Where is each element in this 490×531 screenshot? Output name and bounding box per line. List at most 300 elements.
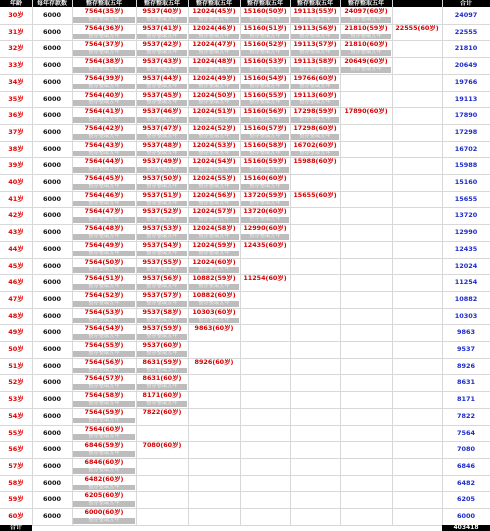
maturity-value: 9537(50岁)	[142, 175, 182, 182]
maturity-value: 9537(54岁)	[142, 241, 182, 249]
deposit-cell: 6000	[42, 261, 62, 270]
maturity-value: 13720(59岁)	[243, 191, 287, 199]
term-label: 整存整取五年	[189, 234, 239, 240]
maturity-value: 7564(45岁)	[84, 175, 124, 182]
term-label: 整存整取五年	[73, 434, 135, 440]
term-label: 整存整取五年	[137, 301, 187, 307]
maturity-value: 9537(42岁)	[142, 41, 182, 49]
term-label: 整存整取五年	[341, 67, 391, 73]
maturity-value: 12024(58岁)	[192, 225, 236, 233]
term-label: 整存整取五年	[189, 184, 239, 190]
deposit-cell: 6000	[42, 127, 62, 136]
term-label: 整存整取五年	[137, 318, 187, 324]
maturity-value: 15160(59岁)	[243, 158, 287, 166]
header-cell: 整存整取五年	[72, 0, 136, 7]
maturity-value: 6846(60岁)	[84, 458, 124, 466]
maturity-value: 7564(50岁)	[84, 258, 124, 266]
maturity-value: 11254(60岁)	[243, 275, 287, 283]
term-label: 整存整取五年	[73, 84, 135, 90]
term-label: 整存整取五年	[291, 50, 339, 56]
term-label: 整存整取五年	[73, 167, 135, 173]
maturity-value: 13720(60岁)	[243, 208, 287, 216]
term-label: 整存整取五年	[341, 34, 391, 40]
term-label: 整存整取五年	[73, 518, 135, 524]
term-label: 整存整取五年	[137, 134, 187, 140]
maturity-value: 10882(59岁)	[192, 275, 236, 283]
age-cell: 43岁	[8, 228, 24, 237]
maturity-value: 15160(54岁)	[243, 74, 287, 82]
term-label: 整存整取五年	[137, 184, 187, 190]
maturity-value: 15160(51岁)	[243, 24, 287, 32]
term-label: 整存整取五年	[73, 301, 135, 307]
header-cell: 整存整取五年	[290, 0, 340, 7]
term-label: 整存整取五年	[73, 451, 135, 457]
row-total: 21810	[454, 44, 478, 53]
maturity-value: 7564(40岁)	[84, 91, 124, 99]
column-divider	[392, 0, 393, 525]
grand-total: 403418	[442, 525, 490, 531]
age-cell: 47岁	[8, 294, 24, 303]
row-total: 10882	[454, 294, 478, 303]
term-label: 整存整取五年	[189, 84, 239, 90]
term-label: 整存整取五年	[291, 117, 339, 123]
row-total: 20649	[454, 61, 478, 70]
maturity-value: 17298(60岁)	[293, 124, 337, 132]
age-cell: 60岁	[8, 512, 24, 520]
footer-label: 合计	[0, 525, 32, 531]
deposit-cell: 6000	[42, 378, 62, 387]
maturity-value: 15160(50岁)	[243, 8, 287, 15]
age-cell: 44岁	[8, 244, 24, 253]
maturity-value: 15655(60岁)	[293, 191, 337, 199]
term-label: 整存整取五年	[73, 468, 135, 474]
maturity-value: 19113(55岁)	[293, 8, 337, 15]
term-label: 整存整取五年	[73, 501, 135, 507]
row-total: 7080	[456, 445, 476, 454]
maturity-value: 19113(57岁)	[293, 41, 337, 49]
term-label: 整存整取五年	[189, 100, 239, 106]
row-total: 6846	[456, 461, 476, 470]
maturity-value: 19113(60岁)	[293, 91, 337, 99]
maturity-value: 15160(52岁)	[243, 41, 287, 49]
header-cell: 整存整取五年	[188, 0, 240, 7]
maturity-value: 15160(57岁)	[243, 124, 287, 132]
term-label: 整存整取五年	[137, 100, 187, 106]
maturity-value: 15160(56岁)	[243, 108, 287, 116]
age-cell: 56岁	[8, 445, 24, 454]
maturity-value: 12990(60岁)	[243, 225, 287, 233]
maturity-value: 8171(60岁)	[142, 392, 182, 400]
maturity-value: 7564(46岁)	[84, 191, 124, 199]
term-label: 整存整取五年	[241, 151, 289, 157]
term-label: 整存整取五年	[137, 284, 187, 290]
row-total: 7564	[456, 428, 476, 437]
maturity-value: 9537(57岁)	[142, 291, 182, 299]
maturity-value: 12435(60岁)	[243, 241, 287, 249]
maturity-value: 9537(48岁)	[142, 141, 182, 149]
deposit-cell: 6000	[42, 345, 62, 353]
maturity-value: 12024(46岁)	[192, 24, 236, 32]
term-label: 整存整取五年	[291, 84, 339, 90]
term-label: 整存整取五年	[241, 217, 289, 223]
maturity-value: 7564(51岁)	[84, 275, 124, 283]
age-cell: 30岁	[8, 11, 24, 19]
column-divider	[136, 0, 137, 525]
maturity-value: 9537(40岁)	[142, 8, 182, 15]
term-label: 整存整取五年	[241, 117, 289, 123]
maturity-value: 7822(60岁)	[142, 408, 182, 416]
term-label: 整存整取五年	[189, 17, 239, 23]
maturity-value: 15160(53岁)	[243, 58, 287, 66]
deposit-cell: 6000	[42, 111, 62, 120]
term-label: 整存整取五年	[241, 100, 289, 106]
row-total: 9863	[456, 328, 476, 337]
maturity-value: 22555(60岁)	[395, 24, 439, 32]
maturity-value: 6846(59岁)	[84, 442, 124, 450]
maturity-value: 21810(59岁)	[344, 24, 388, 32]
maturity-value: 7080(60岁)	[142, 442, 182, 450]
maturity-value: 9537(41岁)	[142, 24, 182, 32]
term-label: 整存整取五年	[73, 100, 135, 106]
row-total: 13720	[454, 211, 478, 220]
term-label: 整存整取五年	[137, 50, 187, 56]
maturity-value: 7564(52岁)	[84, 291, 124, 299]
term-label: 整存整取五年	[137, 234, 187, 240]
term-label: 整存整取五年	[73, 485, 135, 491]
maturity-value: 12024(51岁)	[192, 108, 236, 116]
row-total: 6205	[456, 495, 476, 504]
deposit-cell: 6000	[42, 278, 62, 287]
header-cell: 整存整取五年	[136, 0, 188, 7]
age-cell: 40岁	[8, 178, 24, 186]
deposit-cell: 6000	[42, 478, 62, 487]
row-total: 12990	[454, 228, 478, 237]
row-total: 19113	[454, 94, 478, 103]
age-cell: 49岁	[8, 328, 24, 337]
maturity-value: 9863(60岁)	[194, 325, 234, 333]
maturity-value: 20649(60岁)	[344, 58, 388, 66]
deposit-cell: 6000	[42, 77, 62, 86]
maturity-value: 21810(60岁)	[344, 41, 388, 49]
maturity-value: 7564(57岁)	[84, 375, 124, 383]
term-label: 整存整取五年	[189, 50, 239, 56]
maturity-value: 9537(53岁)	[142, 225, 182, 233]
term-label: 整存整取五年	[73, 50, 135, 56]
term-label: 整存整取五年	[73, 267, 135, 273]
term-label: 整存整取五年	[241, 50, 289, 56]
maturity-value: 8631(59岁)	[142, 358, 182, 366]
age-cell: 37岁	[8, 127, 24, 136]
age-cell: 32岁	[8, 44, 24, 53]
maturity-value: 10303(60岁)	[192, 308, 236, 316]
term-label: 整存整取五年	[137, 384, 187, 390]
maturity-value: 9537(55岁)	[142, 258, 182, 266]
column-divider	[32, 0, 33, 525]
term-label: 整存整取五年	[73, 234, 135, 240]
age-cell: 41岁	[8, 194, 24, 203]
row-total: 24097	[454, 11, 478, 19]
term-label: 整存整取五年	[241, 84, 289, 90]
maturity-value: 7564(48岁)	[84, 225, 124, 233]
maturity-value: 9537(45岁)	[142, 91, 182, 99]
age-cell: 54岁	[8, 411, 24, 420]
maturity-value: 7564(54岁)	[84, 325, 124, 333]
maturity-value: 19113(58岁)	[293, 58, 337, 66]
term-label: 整存整取五年	[241, 67, 289, 73]
maturity-value: 16702(60岁)	[293, 141, 337, 149]
deposit-cell: 6000	[42, 495, 62, 504]
deposit-cell: 6000	[42, 461, 62, 470]
term-label: 整存整取五年	[241, 184, 289, 190]
maturity-value: 8926(60岁)	[194, 358, 234, 366]
term-label: 整存整取五年	[241, 167, 289, 173]
age-cell: 46岁	[8, 278, 24, 287]
term-label: 整存整取五年	[291, 100, 339, 106]
header-cell: 整存整取五年	[340, 0, 392, 7]
term-label: 整存整取五年	[73, 401, 135, 407]
maturity-value: 17890(60岁)	[344, 108, 388, 116]
row-total: 8631	[456, 378, 476, 387]
row-total: 10303	[454, 311, 478, 320]
maturity-value: 9537(52岁)	[142, 208, 182, 216]
row-total: 9537	[456, 345, 476, 353]
deposit-cell: 6000	[42, 244, 62, 253]
maturity-value: 9537(59岁)	[142, 325, 182, 333]
maturity-value: 6205(60岁)	[84, 492, 124, 500]
term-label: 整存整取五年	[291, 34, 339, 40]
column-divider	[240, 0, 241, 525]
maturity-value: 12024(55岁)	[192, 175, 236, 182]
column-divider	[72, 0, 73, 525]
age-cell: 38岁	[8, 144, 24, 153]
term-label: 整存整取五年	[241, 201, 289, 207]
maturity-value: 7564(35岁)	[84, 8, 124, 15]
maturity-value: 9537(44岁)	[142, 74, 182, 82]
deposit-cell: 6000	[42, 94, 62, 103]
term-label: 整存整取五年	[189, 67, 239, 73]
maturity-value: 12024(48岁)	[192, 58, 236, 66]
age-cell: 33岁	[8, 61, 24, 70]
term-label: 整存整取五年	[291, 67, 339, 73]
maturity-value: 7564(55岁)	[84, 342, 124, 349]
term-label: 整存整取五年	[73, 151, 135, 157]
column-divider	[290, 0, 291, 525]
header-cell: 整存整取五年	[240, 0, 290, 7]
term-label: 整存整取五年	[189, 284, 239, 290]
term-label: 整存整取五年	[189, 151, 239, 157]
term-label: 整存整取五年	[73, 284, 135, 290]
header-cell: 年龄	[0, 0, 32, 7]
maturity-value: 24097(60岁)	[344, 8, 388, 15]
term-label: 整存整取五年	[241, 17, 289, 23]
maturity-value: 12024(59岁)	[192, 241, 236, 249]
maturity-value: 7564(47岁)	[84, 208, 124, 216]
row-total: 15988	[454, 161, 478, 170]
maturity-value: 6000(60岁)	[84, 509, 124, 516]
maturity-value: 12024(50岁)	[192, 91, 236, 99]
age-cell: 31岁	[8, 27, 24, 36]
deposit-cell: 6000	[42, 11, 62, 19]
maturity-value: 9537(60岁)	[142, 342, 182, 349]
term-label: 整存整取五年	[73, 351, 135, 357]
term-label: 整存整取五年	[189, 34, 239, 40]
term-label: 整存整取五年	[189, 134, 239, 140]
row-total: 22555	[454, 27, 478, 36]
age-cell: 53岁	[8, 395, 24, 404]
maturity-value: 12024(45岁)	[192, 8, 236, 15]
term-label: 整存整取五年	[189, 301, 239, 307]
maturity-value: 9537(49岁)	[142, 158, 182, 166]
term-label: 整存整取五年	[73, 318, 135, 324]
row-total: 19766	[454, 77, 478, 86]
deposit-cell: 6000	[42, 161, 62, 170]
maturity-value: 15988(60岁)	[293, 158, 337, 166]
deposit-cell: 6000	[42, 411, 62, 420]
maturity-value: 9537(58岁)	[142, 308, 182, 316]
term-label: 整存整取五年	[73, 217, 135, 223]
maturity-value: 12024(53岁)	[192, 141, 236, 149]
maturity-value: 7564(38岁)	[84, 58, 124, 66]
row-total: 6482	[456, 478, 476, 487]
term-label: 整存整取五年	[137, 167, 187, 173]
term-label: 整存整取五年	[291, 151, 339, 157]
term-label: 整存整取五年	[137, 368, 187, 374]
maturity-value: 10882(60岁)	[192, 291, 236, 299]
deposit-cell: 6000	[42, 144, 62, 153]
maturity-value: 15160(60岁)	[243, 175, 287, 182]
maturity-value: 12024(52岁)	[192, 124, 236, 132]
maturity-value: 7564(39岁)	[84, 74, 124, 82]
maturity-value: 9537(56岁)	[142, 275, 182, 283]
term-label: 整存整取五年	[189, 318, 239, 324]
maturity-value: 7564(59岁)	[84, 408, 124, 416]
term-label: 整存整取五年	[189, 201, 239, 207]
term-label: 整存整取五年	[189, 117, 239, 123]
term-label: 整存整取五年	[73, 117, 135, 123]
maturity-value: 7564(56岁)	[84, 358, 124, 366]
row-total: 8926	[456, 361, 476, 370]
term-label: 整存整取五年	[137, 67, 187, 73]
maturity-value: 12024(60岁)	[192, 258, 236, 266]
row-total: 8171	[456, 395, 476, 404]
term-label: 整存整取五年	[137, 351, 187, 357]
deposit-cell: 6000	[42, 61, 62, 70]
term-label: 整存整取五年	[137, 217, 187, 223]
term-label: 整存整取五年	[73, 201, 135, 207]
maturity-value: 7564(44岁)	[84, 158, 124, 166]
deposit-cell: 6000	[42, 395, 62, 404]
term-label: 整存整取五年	[137, 117, 187, 123]
row-total: 7822	[456, 411, 476, 420]
maturity-value: 7564(58岁)	[84, 392, 124, 400]
maturity-value: 12024(54岁)	[192, 158, 236, 166]
term-label: 整存整取五年	[189, 251, 239, 257]
age-cell: 39岁	[8, 161, 24, 170]
deposit-cell: 6000	[42, 512, 62, 520]
term-label: 整存整取五年	[137, 251, 187, 257]
maturity-value: 12024(56岁)	[192, 191, 236, 199]
maturity-value: 9537(51岁)	[142, 191, 182, 199]
term-label: 整存整取五年	[341, 50, 391, 56]
deposit-cell: 6000	[42, 311, 62, 320]
row-total: 6000	[456, 512, 476, 520]
maturity-value: 15160(58岁)	[243, 141, 287, 149]
term-label: 整存整取五年	[137, 151, 187, 157]
deposit-cell: 6000	[42, 294, 62, 303]
age-cell: 50岁	[8, 345, 24, 353]
term-label: 整存整取五年	[341, 17, 391, 23]
row-total: 17298	[454, 127, 478, 136]
maturity-value: 7564(53岁)	[84, 308, 124, 316]
deposit-cell: 6000	[42, 178, 62, 186]
row-total: 12024	[454, 261, 478, 270]
term-label: 整存整取五年	[73, 334, 135, 340]
maturity-value: 12024(57岁)	[192, 208, 236, 216]
deposit-cell: 6000	[42, 361, 62, 370]
header-cell: 每年存款数	[32, 0, 72, 7]
deposit-cell: 6000	[42, 194, 62, 203]
age-cell: 36岁	[8, 111, 24, 120]
row-total: 12435	[454, 244, 478, 253]
age-cell: 51岁	[8, 361, 24, 370]
maturity-value: 7564(43岁)	[84, 141, 124, 149]
age-cell: 34岁	[8, 77, 24, 86]
term-label: 整存整取五年	[137, 267, 187, 273]
maturity-value: 8631(60岁)	[142, 375, 182, 383]
maturity-value: 9537(47岁)	[142, 124, 182, 132]
deposit-cell: 6000	[42, 228, 62, 237]
term-label: 整存整取五年	[189, 167, 239, 173]
term-label: 整存整取五年	[73, 251, 135, 257]
term-label: 整存整取五年	[73, 34, 135, 40]
term-label: 整存整取五年	[291, 17, 339, 23]
row-total: 16702	[454, 144, 478, 153]
maturity-value: 12024(47岁)	[192, 41, 236, 49]
maturity-value: 7564(60岁)	[84, 425, 124, 433]
age-cell: 42岁	[8, 211, 24, 220]
age-cell: 57岁	[8, 461, 24, 470]
term-label: 整存整取五年	[137, 334, 187, 340]
deposit-cell: 6000	[42, 27, 62, 36]
term-label: 整存整取五年	[73, 134, 135, 140]
term-label: 整存整取五年	[73, 184, 135, 190]
age-cell: 58岁	[8, 478, 24, 487]
term-label: 整存整取五年	[137, 84, 187, 90]
deposit-cell: 6000	[42, 328, 62, 337]
term-label: 整存整取五年	[73, 384, 135, 390]
term-label: 整存整取五年	[137, 401, 187, 407]
maturity-value: 7564(36岁)	[84, 24, 124, 32]
term-label: 整存整取五年	[241, 234, 289, 240]
deposit-cell: 6000	[42, 445, 62, 454]
maturity-value: 9537(43岁)	[142, 58, 182, 66]
header-cell: 合计	[442, 0, 490, 7]
maturity-value: 7564(37岁)	[84, 41, 124, 49]
age-cell: 55岁	[8, 428, 24, 437]
term-label: 整存整取五年	[73, 67, 135, 73]
row-total: 15655	[454, 194, 478, 203]
term-label: 整存整取五年	[73, 17, 135, 23]
maturity-value: 7564(41岁)	[84, 108, 124, 116]
row-total: 15160	[454, 178, 478, 186]
term-label: 整存整取五年	[73, 368, 135, 374]
maturity-value: 19766(60岁)	[293, 74, 337, 82]
deposit-cell: 6000	[42, 44, 62, 53]
maturity-value: 17298(59岁)	[293, 108, 337, 116]
deposit-cell: 6000	[42, 428, 62, 437]
deposit-cell: 6000	[42, 211, 62, 220]
maturity-value: 9537(46岁)	[142, 108, 182, 116]
